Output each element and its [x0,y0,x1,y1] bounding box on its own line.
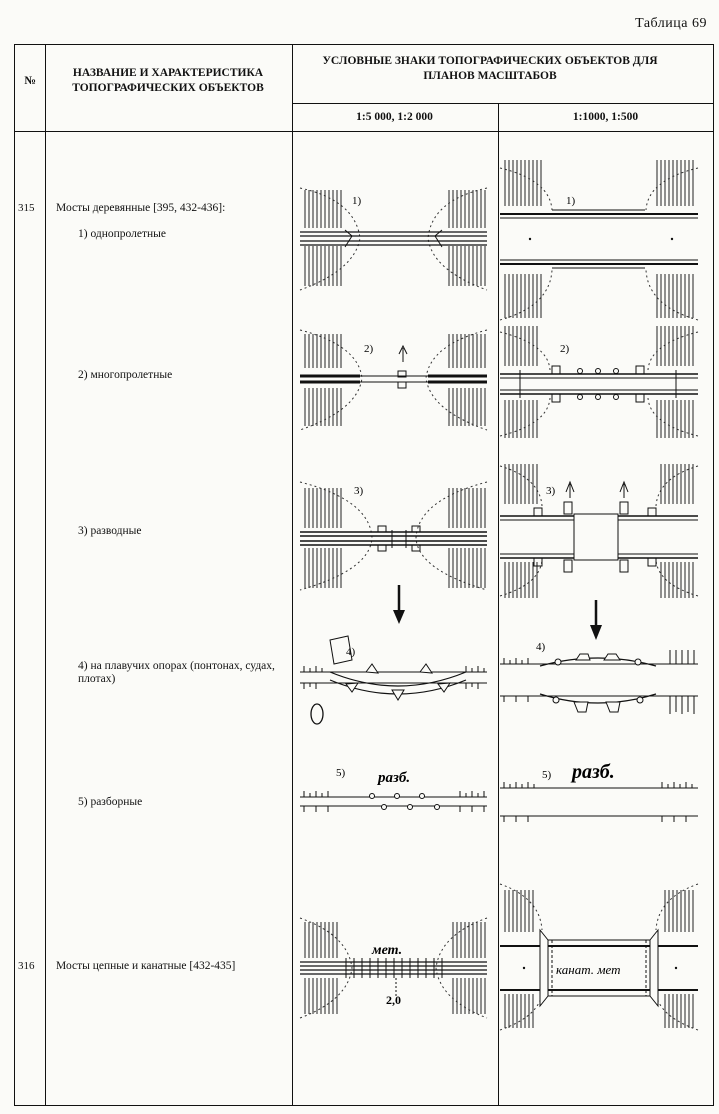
header-scale-a: 1:5 000, 1:2 000 [356,111,433,123]
kanat-label: канат. мет [556,962,621,977]
razb-label: разб. [572,761,615,783]
razb-label: разб. [378,770,411,786]
sign-a5-collapsible [300,767,487,812]
met-label: мет. [372,943,403,958]
sign-a316-chain-bridge [300,918,487,1018]
item-2-label: 2) многопролетные [78,369,173,381]
sign-a1-single-span [300,188,487,290]
row-315-title: Мосты деревянные [395, 432-436]: [56,202,226,214]
header-scale-b: 1:1000, 1:500 [572,111,639,123]
sign-a4-pontoon [300,636,487,724]
row-316-title: Мосты цепные и канатные [432-435] [56,960,236,972]
item-1-label: 1) однопролетные [78,228,166,240]
sign-b4-pontoon [500,641,698,714]
sign-b1-single-span [500,160,698,320]
header-signs-title: УСЛОВНЫЕ ЗНАКИ ТОПОГРАФИЧЕСКИХ ОБЪЕКТОВ ДЛЯ ПЛАНОВ МАСШТАБОВ [322,55,658,82]
width-label: 2,0 [386,993,401,1007]
row-number-316: 316 [18,960,35,972]
sign-number: 5) [336,767,346,779]
header-num: № [24,75,36,87]
sign-number: 4) [346,646,356,658]
sign-number: 1) [566,195,576,207]
sign-a3-drawbridge [300,482,487,590]
sign-number: 3) [354,485,364,497]
item-5-label: 5) разборные [78,796,143,808]
sign-number: 3) [546,485,556,497]
down-arrow [590,600,602,640]
sign-number: 4) [536,641,546,653]
sign-a2-multi-span [300,330,487,430]
row-number-315: 315 [18,202,35,214]
table-label: Таблица 69 [635,16,707,31]
down-arrow [393,585,405,624]
sign-number: 2) [364,343,374,355]
item-3-label: 3) разводные [78,525,142,537]
sign-number: 2) [560,343,570,355]
sign-b2-multi-span [500,326,698,438]
header-name: НАЗВАНИЕ И ХАРАКТЕРИСТИКА ТОПОГРАФИЧЕСКИХ ОБЪЕКТОВ [72,67,264,94]
item-4-label: 4) на плавучих опорах (понтонах, судах, плотах) [78,660,275,685]
sign-number: 5) [542,769,552,781]
sign-b5-collapsible [500,761,698,822]
sign-b316-cable-bridge [500,884,698,1030]
sign-number: 1) [352,195,362,207]
sign-b3-drawbridge [500,464,698,598]
